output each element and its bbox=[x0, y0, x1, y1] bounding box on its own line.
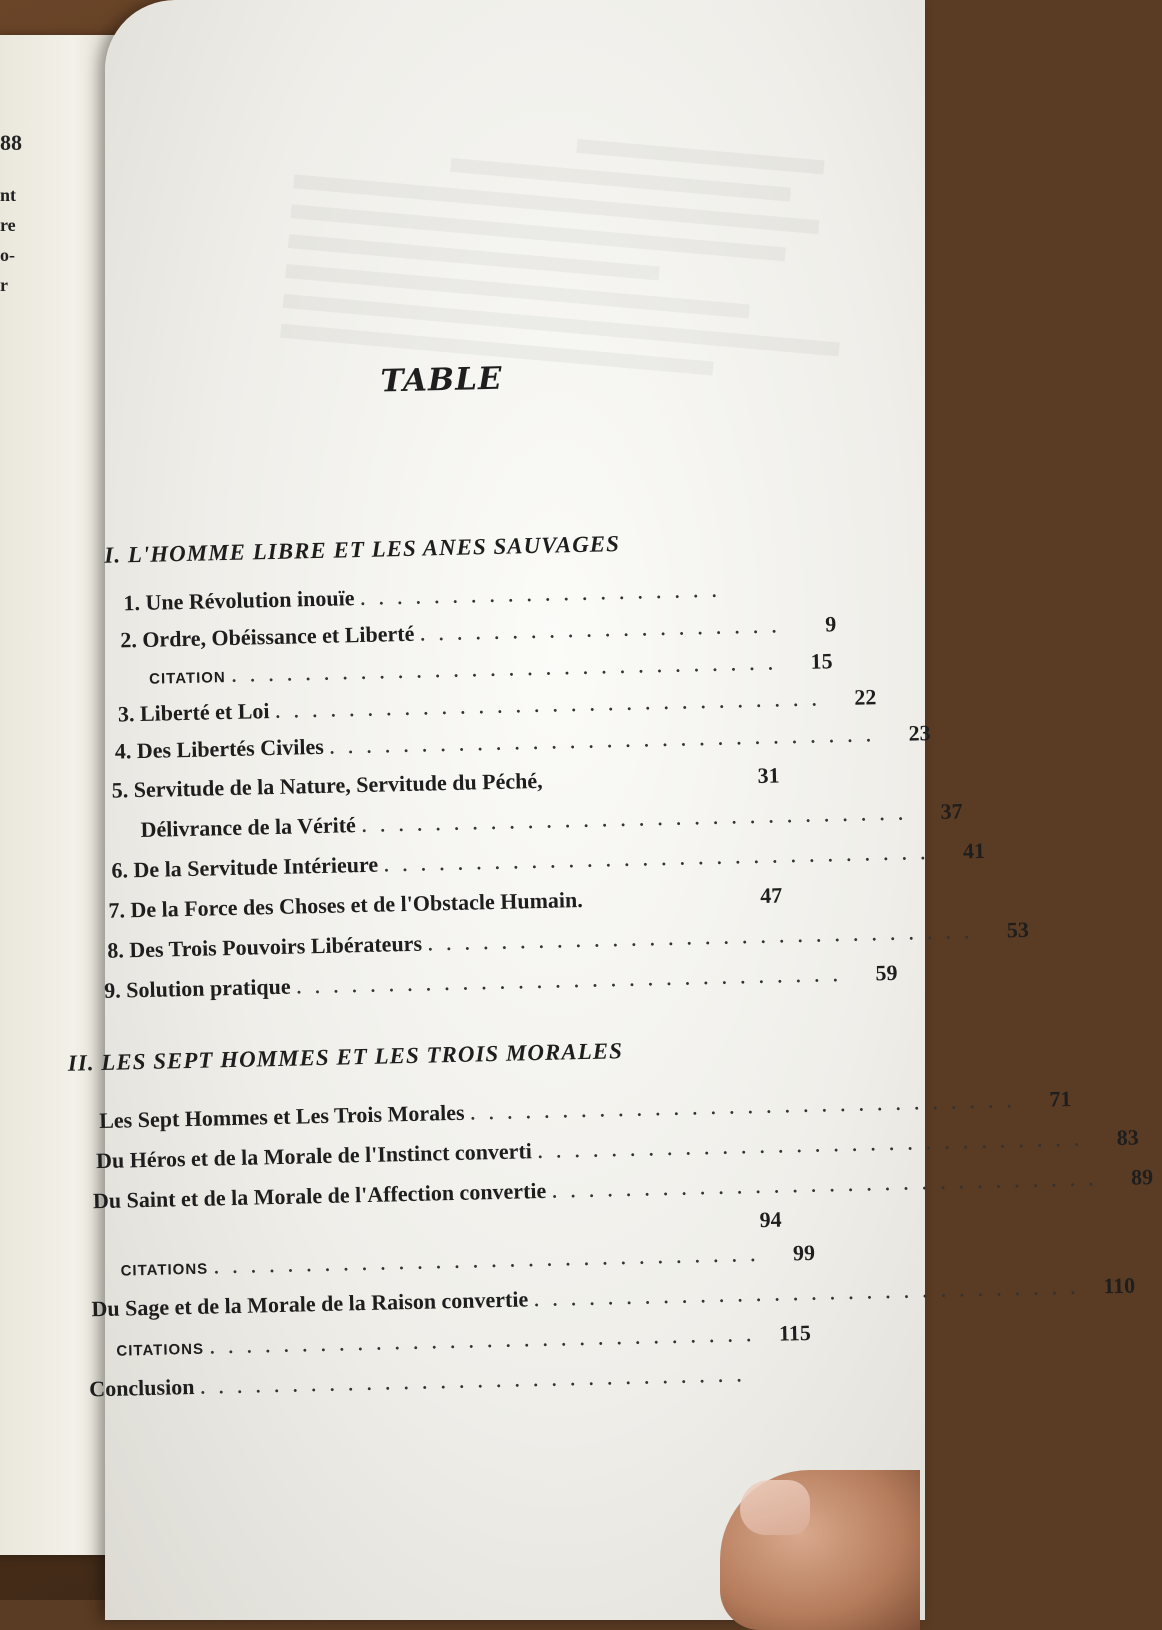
toc-entry: 9. Solution pratique .............................. 59 bbox=[103, 959, 898, 1003]
toc-entry: 4. Des Libertés Civiles .............................. 23 bbox=[114, 720, 931, 764]
left-page-fragment: re bbox=[0, 215, 16, 235]
leader-dots: .............................. bbox=[209, 1324, 766, 1358]
leader-dots: .............................. bbox=[427, 921, 984, 955]
toc-entry: 5. Servitude de la Nature, Servitude du Péché, 31 bbox=[111, 762, 780, 803]
leader-dots: .............................. bbox=[200, 1365, 756, 1398]
leader-dots: .............................. bbox=[329, 725, 885, 758]
toc-entry: Du Saint et de la Morale de l'Affection convertie .............................. 89 bbox=[92, 1164, 1154, 1214]
toc-entry: 2. Ordre, Obéissance et Liberté .................... 9 bbox=[120, 611, 837, 653]
toc-entry: CITATIONS .............................. 115 bbox=[116, 1319, 812, 1360]
toc-entry: 7. De la Force des Choses et de l'Obstacle Humain. 47 bbox=[108, 882, 783, 923]
toc-entry: 8. Des Trois Pouvoirs Libérateurs .............................. 53 bbox=[107, 916, 1030, 963]
left-page-number: 88 bbox=[0, 130, 22, 155]
left-page-fragment: r bbox=[0, 275, 8, 295]
part-heading: II. LES SEPT HOMMES ET LES TROIS MORALES bbox=[67, 1038, 624, 1076]
toc-entry: CITATION .............................. 15 bbox=[148, 648, 833, 688]
leader-dots: .............................. bbox=[275, 689, 831, 722]
toc-entry: 1. Une Révolution inouïe .................... bbox=[123, 580, 731, 616]
left-page-fragment: o- bbox=[0, 245, 15, 265]
leader-dots: .............................. bbox=[534, 1277, 1090, 1311]
toc-entry: Du Héros et de la Morale de l'Instinct converti .............................. 83 bbox=[95, 1124, 1139, 1174]
toc-entry: CITATIONS .............................. 99 bbox=[120, 1239, 816, 1280]
leader-dots: .............................. bbox=[296, 964, 852, 998]
thumbnail-nail bbox=[740, 1480, 810, 1535]
left-page-fragment: nt bbox=[0, 185, 17, 205]
leader-dots: .................... bbox=[420, 616, 791, 645]
leader-dots: .................... bbox=[360, 580, 731, 609]
leader-dots: .............................. bbox=[361, 803, 917, 837]
toc-entry: 3. Liberté et Loi .............................. 22 bbox=[117, 684, 877, 727]
toc-entry: Conclusion .............................. bbox=[88, 1365, 756, 1402]
toc-entry: 94 bbox=[93, 1207, 781, 1249]
leader-dots: .............................. bbox=[231, 653, 787, 686]
part-heading: I. L'HOMME LIBRE ET LES ANES SAUVAGES bbox=[104, 531, 621, 568]
leader-dots: .............................. bbox=[213, 1244, 770, 1278]
toc-entry: Délivrance de la Vérité .............................. 37 bbox=[140, 798, 963, 843]
leader-dots: .............................. bbox=[552, 1169, 1108, 1202]
leader-dots: .............................. bbox=[537, 1129, 1093, 1163]
leader-dots: .............................. bbox=[470, 1091, 1026, 1124]
leader-dots bbox=[549, 784, 734, 788]
toc-entry: 6. De la Servitude Intérieure .............................. 41 bbox=[111, 837, 986, 883]
leader-dots bbox=[589, 904, 737, 907]
toc-entry: Les Sept Hommes et Les Trois Morales .............................. 71 bbox=[98, 1085, 1072, 1134]
toc-entry: Du Sage et de la Morale de la Raison convertie .............................. 110 bbox=[91, 1272, 1136, 1322]
leader-dots: .............................. bbox=[383, 842, 940, 876]
leader-dots bbox=[100, 1228, 736, 1242]
page-title: TABLE bbox=[380, 360, 503, 400]
